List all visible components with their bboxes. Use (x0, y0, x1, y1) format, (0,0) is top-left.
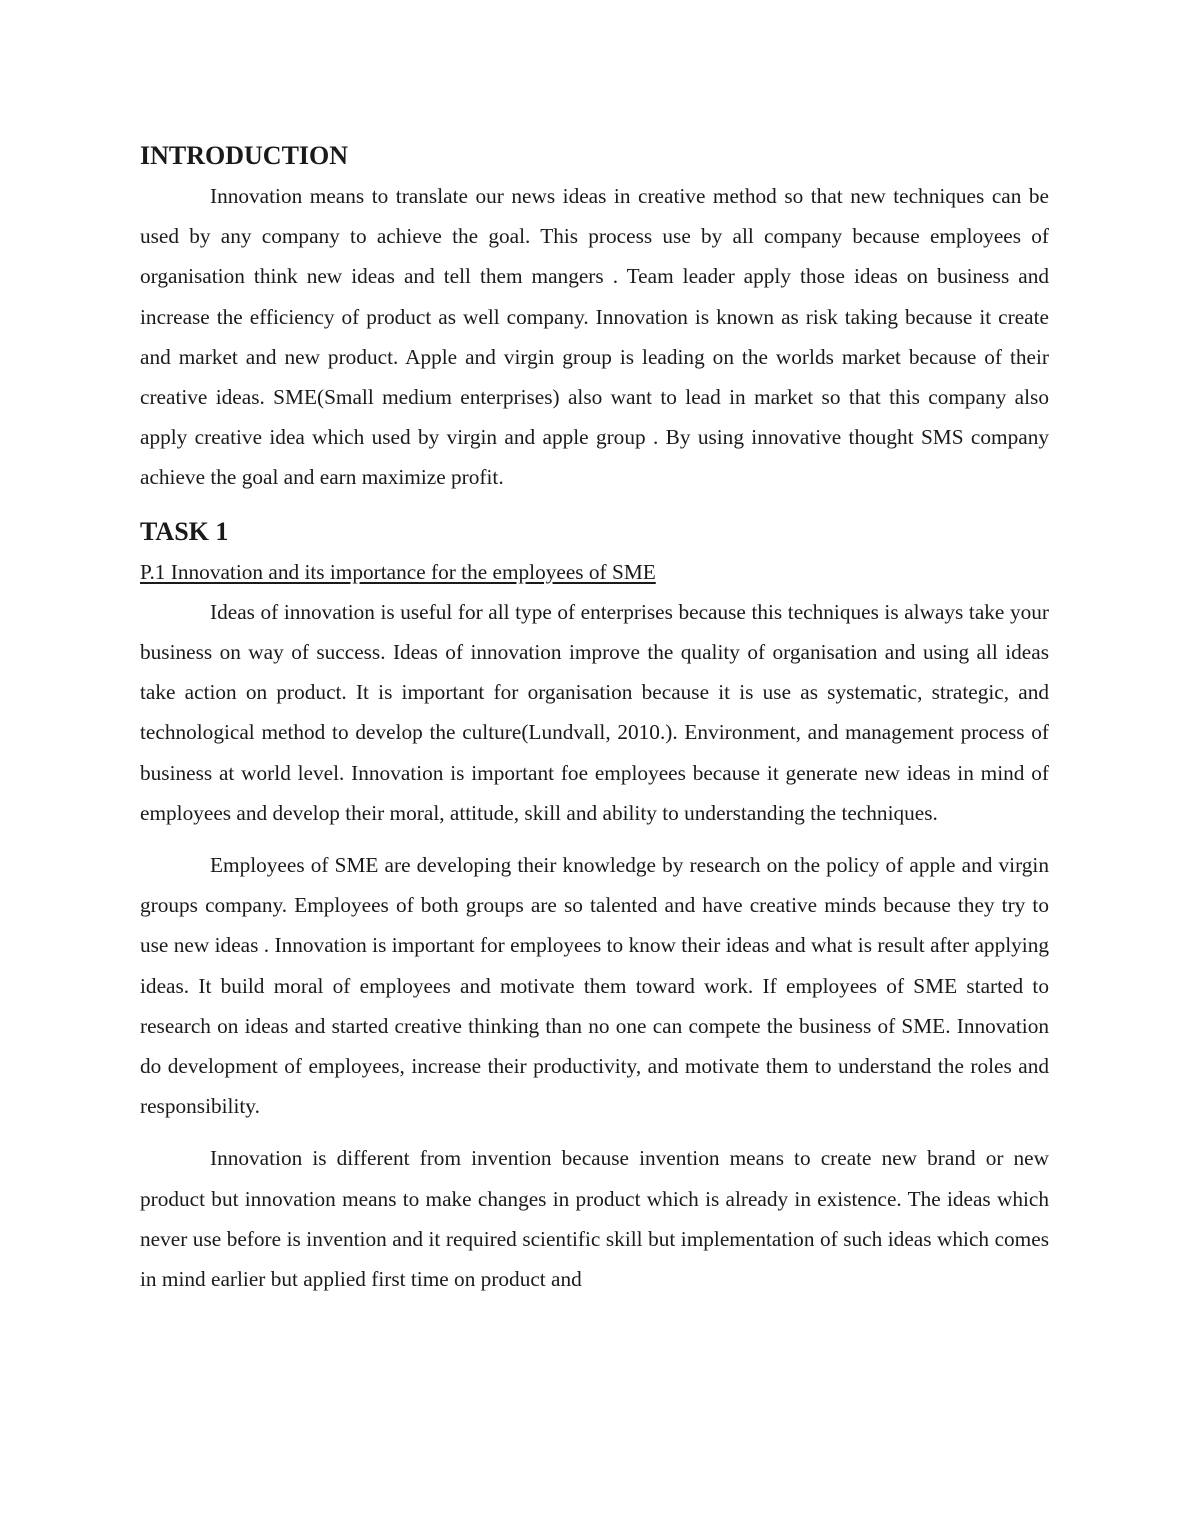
document-page (140, 136, 1049, 1299)
task1-paragraph: Employees of SME are developing their knowledge by research on the policy of apple and virgin groups company. Employees of both groups are so talented and have creative minds because they try to use new ideas . Innovation is important for employees to know their ideas and what is result after applying ideas. It build moral of employees and motivate them toward work. If employees of SME started to research on ideas and started creative thinking than no one can compete the business of SME. Innovation do development of employees, increase their productivity, and motivate them to understand the roles and responsibility. (140, 853, 1049, 1119)
task1-subheading: P.1 Innovation and its importance for the employees of SME (140, 559, 656, 584)
introduction-heading: INTRODUCTION (140, 141, 349, 170)
task1-paragraph: Innovation is different from invention because invention means to create new brand or new product but innovation means to make changes in product which is already in existence. The ideas which never use before is invention and it required scientific skill but implementation of such ideas which comes in mind earlier but applied first time on product and (140, 1146, 1049, 1292)
task1-heading: TASK 1 (140, 516, 229, 546)
introduction-paragraph: Innovation means to translate our news ideas in creative method so that new techniques can be used by any company to achieve the goal. This process use by all company because employees of organisation think new ideas and tell them mangers . Team leader apply those ideas on business and increase the efficiency of product as well company. Innovation is known as risk taking because it create and market and new product. Apple and virgin group is leading on the worlds market because of their creative ideas. SME(Small medium enterprises) also want to lead in market so that this company also apply creative idea which used by virgin and apple group . By using innovative thought SMS company achieve the goal and earn maximize profit. (140, 184, 1049, 490)
task1-paragraph: Ideas of innovation is useful for all type of enterprises because this techniques is always take your business on way of success. Ideas of innovation improve the quality of organisation and using all ideas take action on product. It is important for organisation because it is use as systematic, strategic, and technological method to develop the culture(Lundvall, 2010.). Environment, and management process of business at world level. Innovation is important foe employees because it generate new ideas in mind of employees and develop their moral, attitude, skill and ability to understanding the techniques. (140, 599, 1049, 825)
